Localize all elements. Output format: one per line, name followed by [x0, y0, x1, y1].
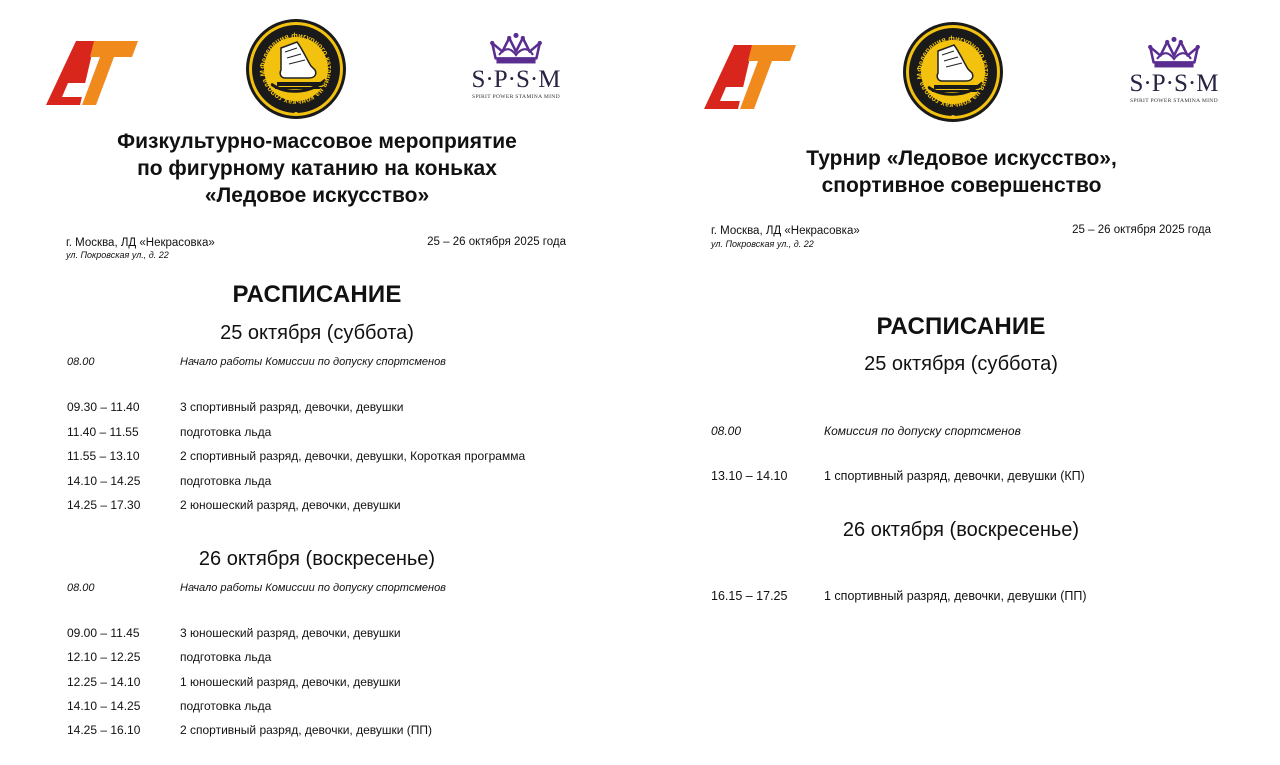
event-title	[695, 145, 1228, 199]
title-line: Физкультурно-массовое мероприятие	[117, 130, 517, 153]
day-heading: 26 октября (воскресенье)	[842, 519, 1080, 541]
title-line: спортивное совершенство	[821, 174, 1102, 197]
commission-text: Начало работы Комиссии по допуску спортсменов	[180, 582, 446, 594]
schedule-time: 13.10 – 14.10	[711, 469, 788, 483]
commission-text: Начало работы Комиссии по допуску спортсменов	[180, 356, 446, 368]
schedule-item: подготовка льда	[180, 425, 272, 439]
schedule-item: 2 юношеский разряд, девочки, девушки	[180, 498, 401, 512]
venue: г. Москва, ЛД «Некрасовка»	[66, 237, 215, 249]
schedule-item: 1 спортивный разряд, девочки, девушки (ПП)	[824, 589, 1087, 603]
title-line: Турнир «Ледовое искусство»,	[806, 147, 1117, 170]
schedule-time: 14.25 – 17.30	[67, 498, 141, 512]
event-dates: 25 – 26 октября 2025 года	[1072, 224, 1211, 236]
a7-logo-icon	[46, 41, 138, 105]
spsm-logo-tagline: SPIRIT POWER STAMINA MIND	[472, 94, 560, 100]
spsm-logo-name: S·P·S·M	[1129, 70, 1219, 97]
event-dates: 25 – 26 октября 2025 года	[427, 236, 566, 248]
schedule-item: 1 юношеский разряд, девочки, девушки	[180, 675, 401, 689]
schedule-item: 1 спортивный разряд, девочки, девушки (КП)	[824, 469, 1085, 483]
a7-logo-icon	[704, 45, 796, 109]
schedule-time: 14.25 – 16.10	[67, 723, 141, 737]
left-document-page	[0, 0, 614, 765]
schedule-heading: РАСПИСАНИЕ	[232, 281, 402, 308]
title-line: по фигурному катанию на коньках	[137, 157, 497, 180]
crown-icon	[1144, 36, 1204, 70]
schedule-time: 14.10 – 14.25	[67, 699, 141, 713]
commission-time: 08.00	[67, 582, 95, 594]
schedule-item: подготовка льда	[180, 650, 272, 664]
crown-icon	[486, 32, 546, 66]
commission-time: 08.00	[67, 356, 95, 368]
federation-logo-icon	[902, 21, 1004, 123]
day-heading: 25 октября (суббота)	[220, 322, 414, 344]
commission-text: Комиссия по допуску спортсменов	[824, 424, 1021, 438]
spsm-logo-name: S·P·S·M	[471, 66, 561, 93]
schedule-time: 12.10 – 12.25	[67, 650, 141, 664]
spsm-logo	[466, 32, 566, 104]
schedule-time: 14.10 – 14.25	[67, 474, 141, 488]
event-title	[40, 128, 594, 209]
schedule-time: 11.40 – 11.55	[67, 425, 139, 439]
day-heading: 26 октября (воскресенье)	[198, 548, 436, 570]
spsm-logo	[1124, 36, 1224, 108]
schedule-item: подготовка льда	[180, 474, 272, 488]
schedule-time: 16.15 – 17.25	[711, 589, 788, 603]
title-line: «Ледовое искусство»	[204, 184, 430, 207]
schedule-item: 2 спортивный разряд, девочки, девушки, Короткая программа	[180, 449, 526, 463]
address: ул. Покровская ул., д. 22	[66, 250, 169, 260]
schedule-time: 11.55 – 13.10	[67, 449, 140, 463]
day-heading: 25 октября (суббота)	[864, 353, 1058, 375]
schedule-item: 3 спортивный разряд, девочки, девушки	[180, 400, 404, 414]
federation-logo-icon	[245, 18, 347, 120]
schedule-item: 3 юношеский разряд, девочки, девушки	[180, 626, 401, 640]
commission-time: 08.00	[711, 424, 742, 438]
right-document-page	[655, 0, 1280, 765]
address: ул. Покровская ул., д. 22	[711, 239, 814, 249]
schedule-heading: РАСПИСАНИЕ	[876, 313, 1046, 340]
schedule-time: 12.25 – 14.10	[67, 675, 141, 689]
schedule-item: 2 спортивный разряд, девочки, девушки (ПП)	[180, 723, 433, 737]
schedule-time: 09.00 – 11.45	[67, 626, 140, 640]
spsm-logo-tagline: SPIRIT POWER STAMINA MIND	[1130, 98, 1218, 104]
schedule-time: 09.30 – 11.40	[67, 400, 140, 414]
venue: г. Москва, ЛД «Некрасовка»	[711, 225, 860, 237]
schedule-item: подготовка льда	[180, 699, 272, 713]
